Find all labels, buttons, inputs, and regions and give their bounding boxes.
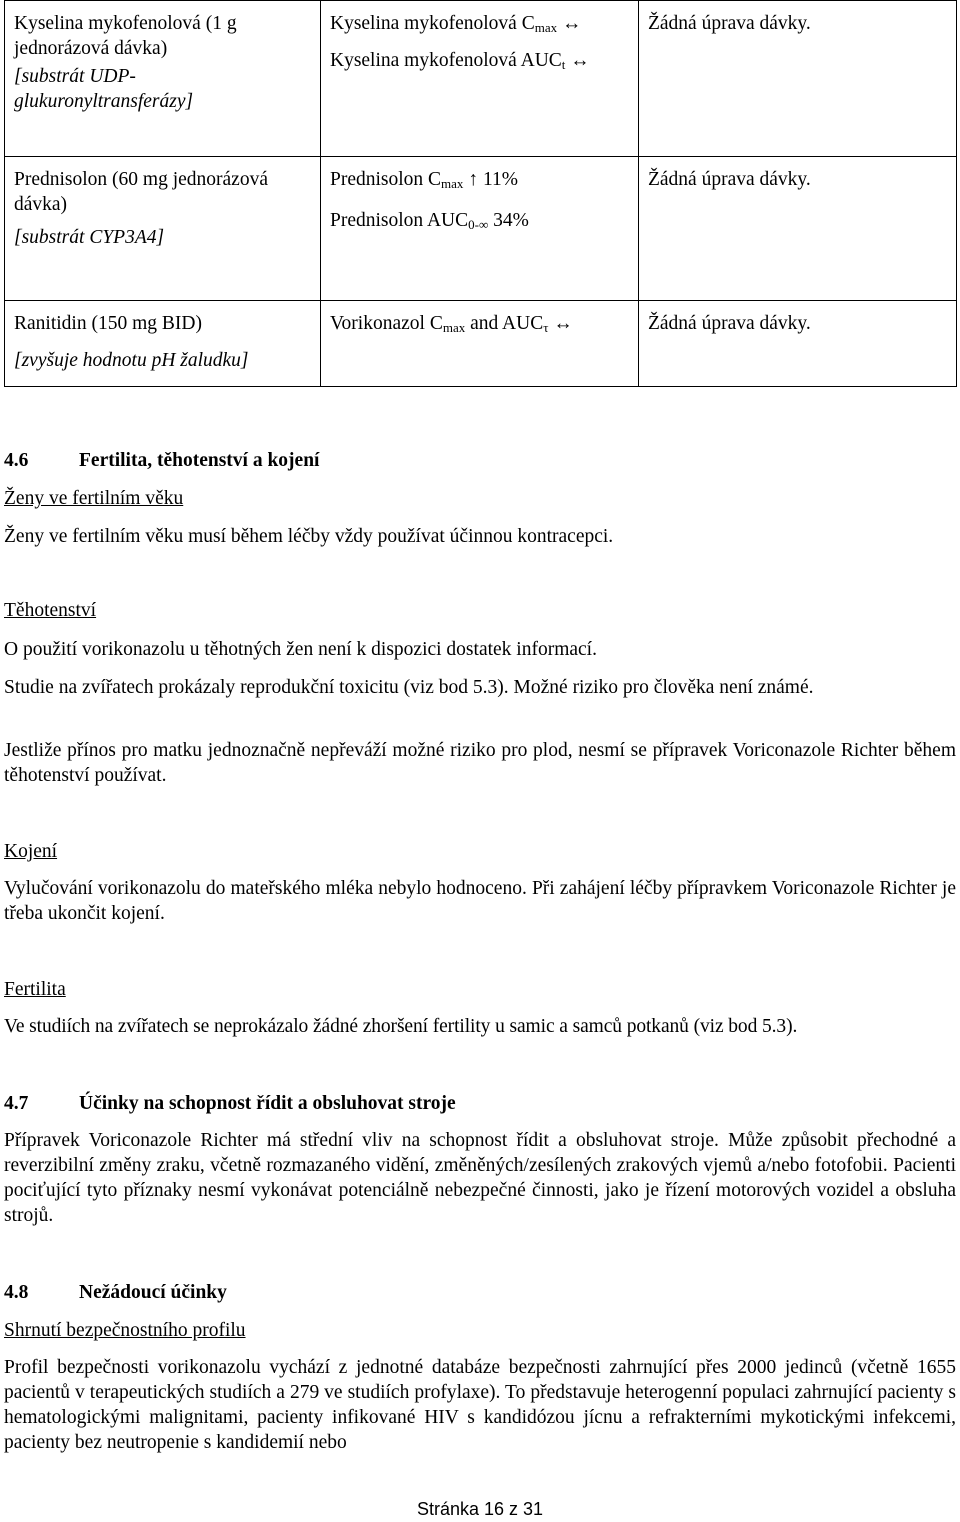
effect-cell bbox=[320, 1, 638, 157]
drug-cell bbox=[5, 1, 321, 157]
section-number: 4.7 bbox=[4, 1093, 29, 1114]
drug-name: Kyselina mykofenolová (1 g jednorázová dávka) bbox=[14, 13, 237, 59]
drug-cell bbox=[5, 301, 321, 387]
drug-name: Ranitidin (150 mg BID) bbox=[14, 313, 202, 334]
paragraph: Jestliže přínos pro matku jednoznačně nepřeváží možné riziko pro plod, nesmí se přípravek Voriconazole Richter během těhotenství používat. bbox=[4, 740, 956, 786]
subheading-pregnancy: Těhotenství bbox=[4, 600, 97, 621]
paragraph: Ženy ve fertilním věku musí během léčby vždy používat účinnou kontracepci. bbox=[4, 526, 614, 547]
drug-mechanism: [zvyšuje hodnotu pH žaludku] bbox=[14, 350, 249, 371]
section-title: Fertilita, těhotenství a kojení bbox=[79, 450, 320, 471]
section-heading-4-8 bbox=[4, 1280, 956, 1305]
section-heading-4-7 bbox=[4, 1091, 956, 1116]
paragraph: Přípravek Voriconazole Richter má střední vliv na schopnost řídit a obsluhovat stroje. Může způsobit přechodné a reverzibilní změny zraku, včetně rozmazaného vidění, změněných/zesílených zrakových vjemů a/nebo fotofobii. Pacienti pociťující tyto příznaky nesmí vykonávat potenciálně nebezpečné činnosti, jako je řízení motorových vozidel a obsluha strojů. bbox=[4, 1130, 956, 1226]
section-heading-4-6 bbox=[4, 448, 956, 473]
subheading-safety-profile: Shrnutí bezpečnostního profilu bbox=[4, 1320, 246, 1341]
subheading-women: Ženy ve fertilním věku bbox=[4, 488, 184, 509]
recommendation-cell bbox=[638, 1, 956, 157]
paragraph: Ve studiích na zvířatech se neprokázalo žádné zhoršení fertility u samic a samců potkanů (viz bod 5.3). bbox=[4, 1016, 798, 1037]
drug-mechanism: [substrát CYP3A4] bbox=[14, 227, 165, 248]
recommendation-text: Žádná úprava dávky. bbox=[647, 13, 811, 34]
effect-line: Prednisolon $C_{max}$ ↑ 11% bbox=[329, 169, 518, 191]
paragraph: Profil bezpečnosti vorikonazolu vychází z jednotné databáze bezpečnosti zahrnující přes 2000 jedinců (včetně 1655 pacientů v terapeutických studiích a 279 ve studiích profylaxe). To představuje heterogenní populaci zahrnující pacienty s hematologickými malignitami, pacienty infikované HIV s kandidózou jícnu a refrakterními mykotickými infekcemi, pacienty bez neutropenie s kandidemií nebo bbox=[4, 1357, 956, 1453]
recommendation-text: Žádná úprava dávky. bbox=[647, 169, 811, 190]
section-number: 4.6 bbox=[4, 450, 29, 471]
section-title: Účinky na schopnost řídit a obsluhovat stroje bbox=[79, 1093, 456, 1114]
effect-line: Vorikonazol $C_{max}$ and $AUC_\tau$ ↔ bbox=[329, 313, 573, 335]
drug-mechanism: [substrát UDP-glukuronyltransferázy] bbox=[14, 66, 194, 112]
table-row bbox=[5, 1, 957, 157]
section-number: 4.8 bbox=[4, 1282, 29, 1303]
table-row bbox=[5, 301, 957, 387]
page-footer: Stránka 16 z 31 bbox=[416, 1499, 544, 1519]
effect-line: Kyselina mykofenolová $C_{max}$ ↔ bbox=[329, 13, 582, 35]
effect-cell bbox=[320, 157, 638, 301]
paragraph: Vylučování vorikonazolu do mateřského mléka nebylo hodnoceno. Při zahájení léčby přípravkem Voriconazole Richter je třeba ukončit kojení. bbox=[4, 878, 956, 924]
paragraph: O použití vorikonazolu u těhotných žen není k dispozici dostatek informací. bbox=[4, 639, 597, 660]
paragraph: Studie na zvířatech prokázaly reprodukční toxicitu (viz bod 5.3). Možné riziko pro člověka není známé. bbox=[4, 677, 814, 698]
drug-cell bbox=[5, 157, 321, 301]
section-title: Nežádoucí účinky bbox=[79, 1282, 227, 1303]
recommendation-text: Žádná úprava dávky. bbox=[647, 313, 811, 334]
recommendation-cell bbox=[638, 301, 956, 387]
interaction-table bbox=[4, 0, 957, 387]
effect-cell bbox=[320, 301, 638, 387]
effect-line: Kyselina mykofenolová $AUC_t$ ↔ bbox=[329, 50, 590, 72]
drug-name: Prednisolon (60 mg jednorázová dávka) bbox=[14, 169, 268, 215]
document-page bbox=[4, 0, 956, 1453]
effect-line: Prednisolon $AUC_{0-\infty}$ 34% bbox=[329, 210, 529, 232]
recommendation-cell bbox=[638, 157, 956, 301]
subheading-breastfeeding: Kojení bbox=[4, 841, 58, 862]
subheading-fertility: Fertilita bbox=[4, 979, 66, 1000]
table-row bbox=[5, 157, 957, 301]
